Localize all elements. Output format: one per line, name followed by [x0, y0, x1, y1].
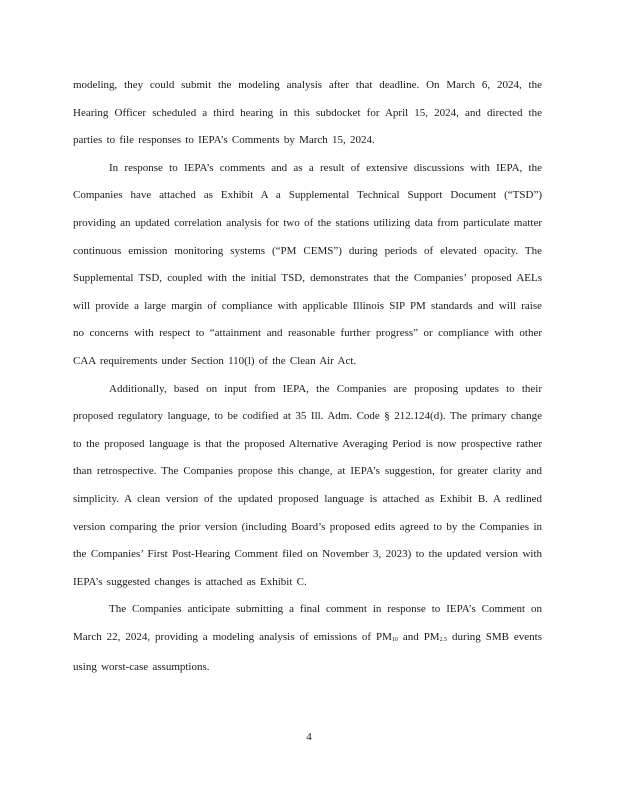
- paragraph-4: [73, 596, 542, 682]
- paragraph-1: modeling, they could submit the modeling analysis after that deadline. On March 6, 2024, the Hearing Officer scheduled a third hearing in this subdocket for April 15, 2024, and directed the parties to file responses to IEPA’s Comments by March 15, 2024.: [73, 79, 542, 147]
- paragraph-4-text-a: The Companies anticipate submitting a final comment in response to IEPA’s Comment on March 22, 2024, providing a modeling analysis of emissions of PM: [73, 603, 542, 643]
- pm25-subscript: 2.5: [439, 636, 448, 643]
- pm10-subscript: 10: [391, 636, 398, 643]
- paragraph-2: In response to IEPA’s comments and as a result of extensive discussions with IEPA, the Companies have attached as Exhibit A a Supplemental Technical Support Document (“TSD”) providing an updated correlation analysis for two of the stations utilizing data from particulate matter continuous emission monitoring systems (“PM CEMS”) during periods of elevated opacity. The Supplemental TSD, coupled with the initial TSD, demonstrates that the Companies’ proposed AELs will provide a large margin of compliance with applicable Illinois SIP PM standards and will raise no concerns with respect to “attainment and reasonable further progress” or compliance with other CAA requirements under Section 110(l) of the Clean Air Act.: [73, 161, 542, 367]
- body-text: [73, 72, 542, 682]
- page-number: 4: [306, 731, 312, 743]
- paragraph-4-text-b: and PM: [397, 630, 440, 643]
- paragraph-4-text-c: during SMB events using worst-case assumptions.: [73, 630, 542, 674]
- paragraph-3: Additionally, based on input from IEPA, the Companies are proposing updates to their proposed regulatory language, to be codified at 35 Ill. Adm. Code § 212.124(d). The primary change to the proposed language is that the proposed Alternative Averaging Period is now prospective rather than retrospective. The Companies propose this change, at IEPA’s suggestion, for greater clarity and simplicity. A clean version of the updated proposed language is attached as Exhibit B. A redlined version comparing the prior version (including Board’s proposed edits agreed to by the Companies in the Companies’ First Post-Hearing Comment filed on November 3, 2023) to the updated version with IEPA’s suggested changes is attached as Exhibit C.: [73, 382, 542, 588]
